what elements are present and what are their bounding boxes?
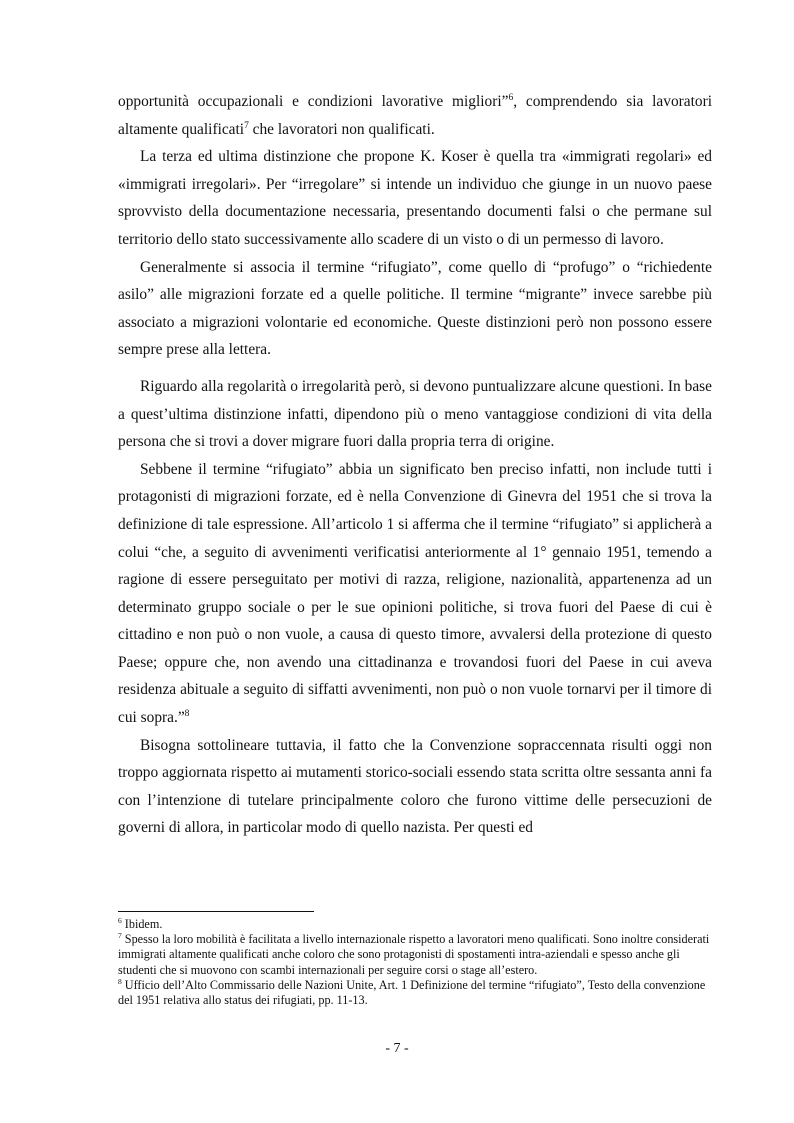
paragraph-5-text: Sebbene il termine “rifugiato” abbia un significato ben preciso infatti, non include tutti i protagonisti di migrazioni forzate, ed è nella Convenzione di Ginevra del 1951 che si trova la definizione di tale espressione. All’articolo 1 si afferma che il termine “rifugiato” si applicherà a colui “che, a seguito di avvenimenti verificatisi anteriormente al 1° gennaio 1951, temendo a ragione di essere perseguitato per motivi di razza, religione, nazionalità, appartenenza ad un determinato gruppo sociale o per le sue opinioni politiche, si trova fuori del Paese di cui è cittadino e non può o non vuole, a causa di questo timore, avvalersi della protezione di questo Paese; oppure che, non avendo una cittadinanza e trovandosi fuori del Paese in cui aveva residenza abituale a seguito di siffatti avvenimenti, non può o non vuole tornarvi per il timore di cui sopra.” <box>118 460 712 727</box>
footnote-number: 7 <box>118 931 122 941</box>
footnote-separator <box>118 911 314 912</box>
footnote-ref-7[interactable]: 7 <box>244 120 249 131</box>
footnote-7 <box>118 932 712 978</box>
footnote-ref-8[interactable]: 8 <box>184 708 190 719</box>
paragraph-6: Bisogna sottolineare tuttavia, il fatto che la Convenzione sopraccennata risulti oggi non troppo aggiornata rispetto ai mutamenti storico-sociali essendo stata scritta oltre sessanta anni fa con l’intenzione di tutelare principalmente coloro che furono vittime delle persecuzioni de governi di allora, in particolar modo di quello nazista. Per questi ed <box>118 736 712 837</box>
paragraph-3: Generalmente si associa il termine “rifugiato”, come quello di “profugo” o “richiedente asilo” alle migrazioni forzate ed a quelle politiche. Il termine “migrante” invece sarebbe più associato a migrazioni volontarie ed economiche. Queste distinzioni però non possono essere sempre prese alla lettera. <box>118 258 712 359</box>
paragraph-2: La terza ed ultima distinzione che propone K. Koser è quella tra «immigrati regolari» ed «immigrati irregolari». Per “irregolare” si intende un individuo che giunge in un nuovo paese sprovvisto della documentazione necessaria, presentando documenti falsi o che permane sul territorio dello stato successivamente allo scadere di un visto o di un permesso di lavoro. <box>118 148 712 248</box>
footnote-number: 6 <box>118 915 122 925</box>
page-body <box>118 88 712 842</box>
footnote-ref-6[interactable]: 6 <box>508 92 514 103</box>
footnote-6 <box>118 917 712 932</box>
footnote-8 <box>118 978 712 1008</box>
footnote-text: Ibidem. <box>121 917 163 931</box>
footnote-text: Ufficio dell’Alto Commissario delle Nazioni Unite, Art. 1 Definizione del termine “rifugiato”, Testo della convenzione del 1951 relativa allo status dei rifugiati, pp. 11-13. <box>118 977 706 1008</box>
footnote-number: 8 <box>118 976 122 986</box>
paragraph-5 <box>118 456 712 732</box>
footnotes <box>118 917 712 1008</box>
paragraph-1 <box>118 88 712 143</box>
paragraph-1-text-a: opportunità occupazionali e condizioni lavorative migliori” <box>118 93 509 110</box>
paragraph-1-text-c: che lavoratori non qualificati. <box>248 120 435 138</box>
paragraph-4: Riguardo alla regolarità o irregolarità però, si devono puntualizzare alcune questioni. In base a quest’ultima distinzione infatti, dipendono più o meno vantaggiose condizioni di vita della persona che si trovi a dover migrare fuori dalla propria terra di origine. <box>118 377 712 451</box>
page-number: - 7 - <box>385 1041 409 1056</box>
paragraph-1-text-b: , comprendendo sia lavoratori altamente qualificati <box>118 93 712 138</box>
footnote-text: Spesso la loro mobilità è facilitata a livello internazionale rispetto a lavoratori meno qualificati. Sono inoltre considerati immigrati altamente qualificati anche coloro che sono protagonisti di spostamenti intra-aziendali e spesso anche gli studenti che si muovono con scambi internazionali per seguire corsi o stage all’estero. <box>118 932 710 977</box>
